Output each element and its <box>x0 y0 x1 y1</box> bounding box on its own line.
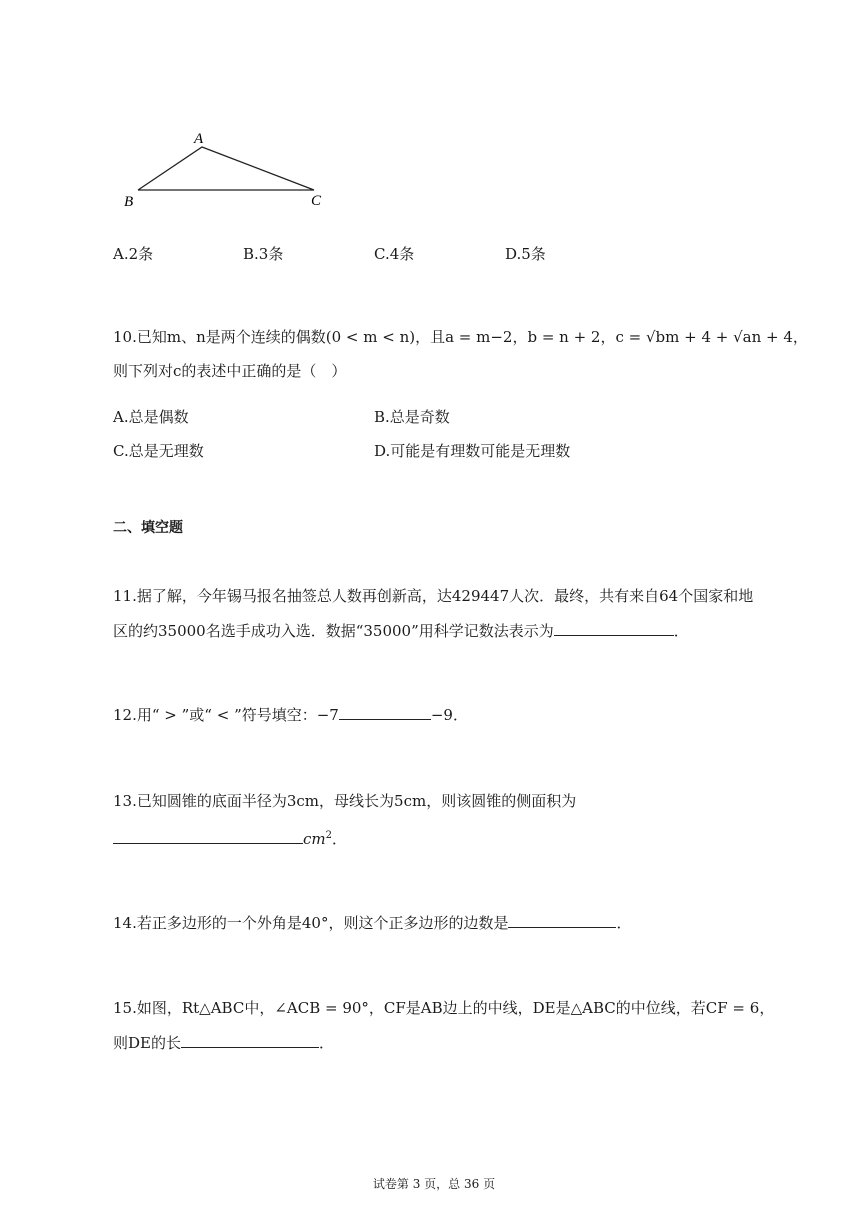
q13-stem-line1: 13.已知圆锥的底面半径为3cm，母线长为5cm，则该圆锥的侧面积为 <box>113 792 577 810</box>
q15-end: ． <box>318 1034 334 1052</box>
q10-option-d: D.可能是有理数可能是无理数 <box>374 442 571 460</box>
q11-stem-text: 区的约35000名选手成功入选．数据“35000”用科学记数法表示为 <box>113 622 554 640</box>
q12-answer-blank[interactable] <box>339 705 431 720</box>
q9-option-c: C.4条 <box>374 245 415 263</box>
q13-end: ． <box>332 830 348 848</box>
q11-end: ． <box>673 622 689 640</box>
q13-answer-blank[interactable] <box>113 829 303 844</box>
q15-stem-text: 则DE的长 <box>113 1034 181 1052</box>
vertex-label-a: A <box>194 131 204 147</box>
triangle-lines <box>138 147 314 190</box>
q15-answer-blank[interactable] <box>181 1033 319 1048</box>
page-footer: 试卷第 3 页，总 36 页 <box>372 1177 496 1191</box>
q14-answer-blank[interactable] <box>508 913 616 928</box>
q11-stem-line1: 11.据了解，今年锡马报名抽签总人数再创新高，达429447人次．最终，共有来自64个国家和地 <box>113 587 754 605</box>
q14-end: ． <box>616 914 632 932</box>
section-title: 二、填空题 <box>113 520 183 536</box>
q9-option-b: B.3条 <box>243 245 284 263</box>
vertex-label-b: B <box>124 194 134 210</box>
q15-stem-line2 <box>113 1032 334 1053</box>
q11-stem-line2 <box>113 620 689 641</box>
q13-stem-line2 <box>113 828 347 849</box>
triangle-figure <box>120 128 340 218</box>
q10-option-c: C.总是无理数 <box>113 442 204 460</box>
q12-stem-text: 12.用“ > ”或“ < ”符号填空：−7 <box>113 706 339 724</box>
q10-stem-line2: 则下列对c的表述中正确的是（ ） <box>113 362 347 380</box>
q14-stem <box>113 912 631 933</box>
q9-option-a: A.2条 <box>113 245 154 263</box>
q14-stem-text: 14.若正多边形的一个外角是40°，则这个正多边形的边数是 <box>113 914 509 932</box>
q10-stem-line1: 10.已知m、n是两个连续的偶数(0 < m < n)，且a = m−2，b = n + 2，c = √bm + 4 + √an + 4， <box>113 328 808 346</box>
vertex-label-c: C <box>311 193 322 209</box>
q10-option-a: A.总是偶数 <box>113 408 189 426</box>
q12-end: −9． <box>430 706 468 724</box>
q9-option-d: D.5条 <box>505 245 546 263</box>
q13-unit: cm <box>303 830 326 848</box>
q12-stem <box>113 704 468 725</box>
q10-option-b: B.总是奇数 <box>374 408 450 426</box>
q15-stem-line1: 15.如图，Rt△ABC中，∠ACB = 90°，CF是AB边上的中线，DE是△ABC的中位线，若CF = 6， <box>113 999 775 1017</box>
q13-unit-exponent: 2 <box>325 830 332 841</box>
q11-answer-blank[interactable] <box>554 621 674 636</box>
